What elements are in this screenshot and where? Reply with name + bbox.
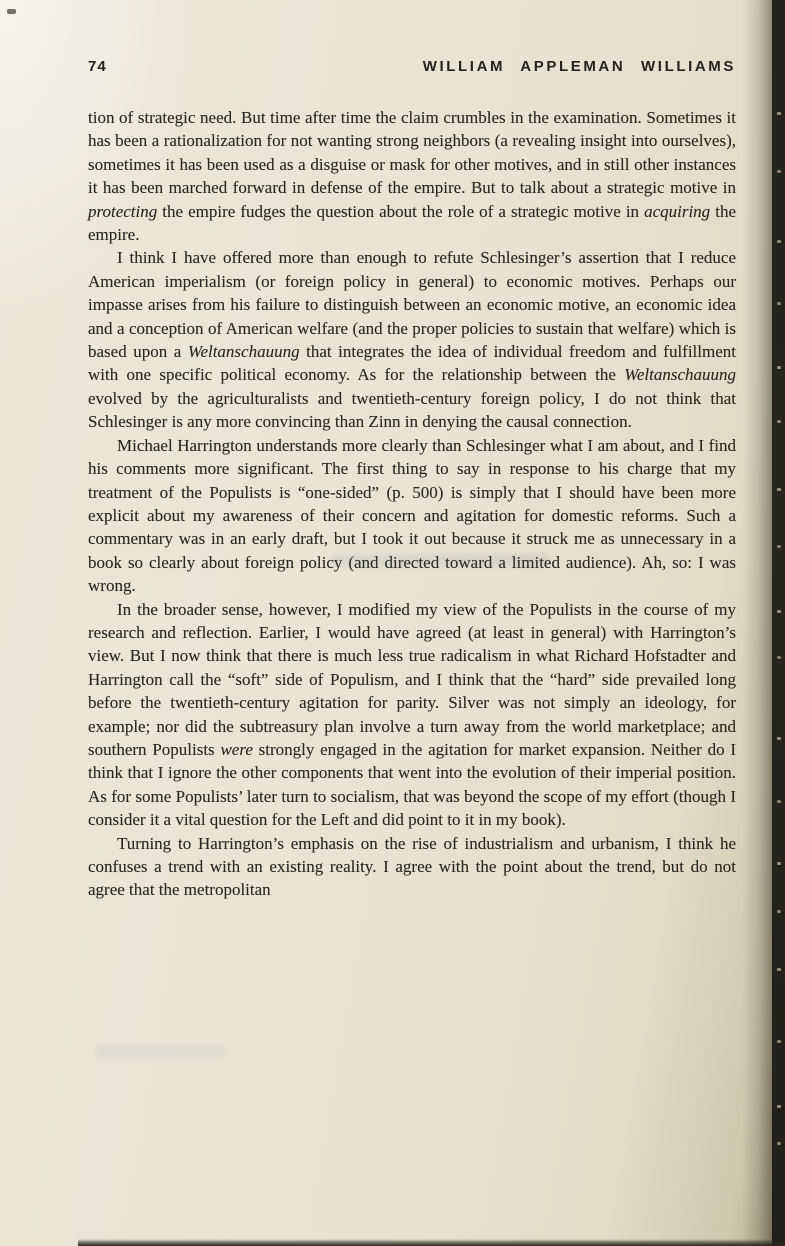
text-segment-italic: acquiring — [644, 201, 711, 221]
text-segment: strongly engaged in the agitation for market expansion. Neither do I think that I ignore the other components that went into the evolution of their imperial position. As for some Populists’ later turn to socialism, that was beyond the scope of my effort (though I consider it a vital question for the Left and did point to it in my book). — [88, 739, 737, 830]
page-edge-artifacts — [777, 0, 781, 3]
text-segment: I think I have offered more than enough to refute Schlesinger’s assertion that I reduce American imperialism (or foreign policy in general) to economic motives. Perhaps our impasse arises from his failure to distinguish between an economic motive, an economic idea and a conception of American welfare (and the proper policies to sustain that welfare) which is based upon a — [88, 248, 736, 362]
text-segment-italic: were — [220, 739, 253, 759]
page-header — [88, 58, 736, 75]
text-segment: the empire fudges the question about the role of a strategic motive in — [157, 201, 645, 221]
text-segment: Michael Harrington understands more clearly than Schlesinger what I am about, and I find his comments more significant. The first thing to say in response to his charge that my treatment of the Populists is “one-sided” (p. 500) is simply that I should have been more explicit about my awareness of their concern and agitation for domestic reforms. Such a commentary was in an early draft, but I took it out because it struck me as unnecessary in a book so clearly about foreign policy (and directed toward a limited audience). Ah, so: I was wrong. — [88, 435, 736, 596]
text-segment-italic: Weltanschauung — [624, 365, 736, 385]
body-text — [88, 106, 736, 902]
paragraph — [88, 598, 736, 832]
text-segment-italic: Weltanschauung — [187, 342, 300, 362]
paragraph — [88, 106, 736, 246]
text-segment: Turning to Harrington’s emphasis on the rise of industrialism and urbanism, I think he confuses a trend with an existing reality. I agree with the point about the trend, but do not agree that the metropolitan — [88, 833, 736, 900]
scan-speck-artifact — [7, 9, 16, 14]
paragraph — [88, 832, 736, 902]
text-column — [88, 58, 736, 902]
bottom-edge-shadow — [78, 1239, 785, 1246]
text-segment: evolved by the agriculturalists and twentieth-century foreign policy, I do not think that Schlesinger is any more convincing than Zinn in denying the causal connection. — [88, 388, 736, 432]
text-segment: In the broader sense, however, I modified my view of the Populists in the course of my research and reflection. Earlier, I would have agreed (at least in general) with Harrington’s view. But I now think that there is much less true radicalism in what Richard Hofstadter and Harrington call the “soft” side of Populism, and I think that the “hard” side prevailed long before the twentieth-century agitation for parity. Silver was not simply an ideology, for example; nor did the subtreasury plan involve a turn away from the world marketplace; and southern Populists — [88, 599, 736, 759]
book-edge — [772, 0, 785, 1246]
page-number: 74 — [88, 58, 107, 75]
text-segment-italic: protecting — [88, 201, 158, 221]
text-segment: that integrates the idea of individual freedom and fulfillment with one specific political economy. As for the relationship between the — [88, 342, 736, 385]
text-segment: tion of strategic need. But time after time the claim crumbles in the examination. Sometimes it has been a rationalization for not wanting strong neighbors (a revealing insight into ourselves), sometimes it has been used as a disguise or mask for other motives, and in still other instances it has been marched forward in defense of the empire. But to talk about a strategic motive in — [88, 108, 736, 198]
showthrough-artifact — [95, 1046, 225, 1057]
paragraph — [88, 434, 736, 598]
text-segment: the empire. — [88, 201, 736, 245]
paragraph — [88, 246, 736, 433]
running-header: WILLIAM APPLEMAN WILLIAMS — [422, 58, 736, 75]
showthrough-artifact — [330, 554, 550, 567]
page-edge-shadow — [742, 0, 772, 1246]
